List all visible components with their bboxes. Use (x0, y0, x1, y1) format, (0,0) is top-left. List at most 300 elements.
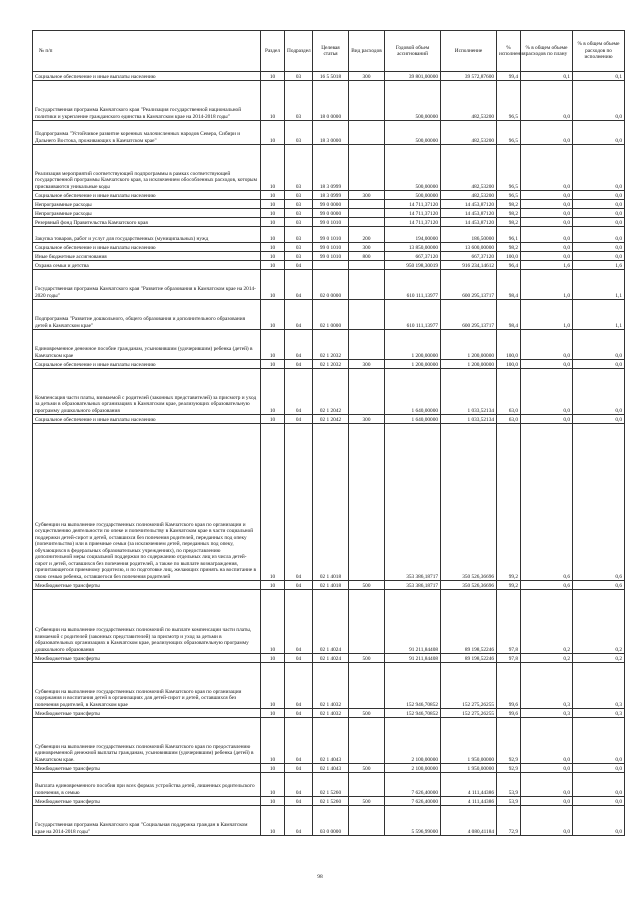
table-body (33, 72, 625, 836)
row-share-isp: 0,0 (573, 81, 625, 121)
row-podrazdel: 03 (285, 200, 313, 209)
row-plan: 5 596,99000 (385, 806, 441, 836)
row-csr: 99 0 1010 (313, 243, 349, 252)
row-csr: 02 0 0000 (313, 270, 349, 300)
row-podrazdel: 04 (285, 415, 313, 424)
row-pct: 100,0 (497, 252, 521, 261)
row-pct: 63,0 (497, 415, 521, 424)
row-plan: 500,00000 (385, 121, 441, 145)
row-razdel: 10 (261, 218, 285, 227)
row-share-isp: 0,2 (573, 654, 625, 663)
row-razdel: 10 (261, 243, 285, 252)
row-pct: 53,9 (497, 773, 521, 797)
table-row (33, 806, 625, 836)
row-ispoln: 13 600,00000 (441, 243, 497, 252)
row-csr: 18 3 0999 (313, 145, 349, 191)
row-csr: 02 1 2042 (313, 369, 349, 415)
row-share-isp: 0,1 (573, 72, 625, 81)
table-row (33, 590, 625, 654)
row-pct: 96,5 (497, 121, 521, 145)
row-share-isp: 0,3 (573, 663, 625, 709)
row-name: Межбюджетные трансферты (33, 797, 261, 806)
row-pct: 98,2 (497, 209, 521, 218)
row-ispoln: 4 111,44386 (441, 797, 497, 806)
row-podrazdel: 04 (285, 581, 313, 590)
table-row (33, 764, 625, 773)
row-vr (349, 300, 385, 330)
row-vr: 800 (349, 252, 385, 261)
row-plan: 39 801,00000 (385, 72, 441, 81)
row-plan: 500,00000 (385, 145, 441, 191)
row-share-plan: 1,6 (521, 261, 573, 270)
row-vr: 300 (349, 360, 385, 369)
row-csr: 18 3 0999 (313, 191, 349, 200)
row-csr: 02 1 4032 (313, 709, 349, 718)
table-row (33, 330, 625, 360)
row-podrazdel: 03 (285, 191, 313, 200)
row-pct: 98,2 (497, 218, 521, 227)
row-plan: 1 200,00000 (385, 330, 441, 360)
row-ispoln: 14 453,87120 (441, 200, 497, 209)
row-ispoln: 186,50000 (441, 227, 497, 243)
row-plan: 2 100,00000 (385, 718, 441, 764)
row-vr (349, 200, 385, 209)
row-share-plan: 0,0 (521, 806, 573, 836)
row-share-isp: 0,6 (573, 424, 625, 581)
row-podrazdel: 04 (285, 654, 313, 663)
row-share-isp: 0,0 (573, 243, 625, 252)
row-name: Социальное обеспечение и иные выплаты населению (33, 191, 261, 200)
row-pct: 72,9 (497, 806, 521, 836)
row-name: Реализация мероприятий соответствующей подпрограммы в рамках соответствующей государственной программы Камчатского края, за исключением обособленных расходов, которым присваиваются уникальные коды (33, 145, 261, 191)
row-razdel: 10 (261, 718, 285, 764)
header-csr: Целевая статья (313, 31, 349, 72)
row-vr: 300 (349, 415, 385, 424)
row-plan: 667,37120 (385, 252, 441, 261)
table-row (33, 200, 625, 209)
row-name: Государственная программа Камчатского края "Реализация государственной национальной политики и укрепление гражданского единства в Камчатском крае на 2014-2018 годы" (33, 81, 261, 121)
row-share-plan: 0,0 (521, 200, 573, 209)
row-share-plan: 0,0 (521, 252, 573, 261)
row-razdel: 10 (261, 145, 285, 191)
table-row (33, 252, 625, 261)
row-razdel: 10 (261, 806, 285, 836)
row-share-plan: 0,2 (521, 654, 573, 663)
row-ispoln: 482,53200 (441, 191, 497, 200)
row-razdel: 10 (261, 121, 285, 145)
row-podrazdel: 04 (285, 764, 313, 773)
row-name: Межбюджетные трансферты (33, 654, 261, 663)
row-pct: 92,9 (497, 764, 521, 773)
row-pct: 96,4 (497, 261, 521, 270)
row-name: Межбюджетные трансферты (33, 581, 261, 590)
table-row (33, 369, 625, 415)
row-vr: 500 (349, 764, 385, 773)
row-podrazdel: 04 (285, 261, 313, 270)
row-vr (349, 218, 385, 227)
row-share-plan: 0,0 (521, 415, 573, 424)
row-plan: 610 111,13977 (385, 270, 441, 300)
row-name: Субвенции на выполнение государственных полномочий Камчатского края по предоставлению единовременной денежной выплаты гражданам, усыновившим (удочерившим) ребенка (детей) в Камчатском крае. (33, 718, 261, 764)
row-ispoln: 1 200,00000 (441, 360, 497, 369)
row-pct: 100,0 (497, 330, 521, 360)
row-vr: 200 (349, 227, 385, 243)
row-csr: 18 3 0000 (313, 121, 349, 145)
row-name: Государственная программа Камчатского края "Развитие образования в Камчатском крае на 2014-2020 годы" (33, 270, 261, 300)
row-name: Непрограммные расходы (33, 200, 261, 209)
row-podrazdel: 04 (285, 709, 313, 718)
row-csr: 02 1 4032 (313, 663, 349, 709)
row-share-plan: 0,0 (521, 218, 573, 227)
row-pct: 96,5 (497, 81, 521, 121)
table-row (33, 145, 625, 191)
row-share-plan: 0,3 (521, 663, 573, 709)
row-razdel: 10 (261, 581, 285, 590)
row-plan: 14 711,37120 (385, 209, 441, 218)
row-share-isp: 0,0 (573, 252, 625, 261)
row-plan: 13 850,00000 (385, 243, 441, 252)
row-ispoln: 667,37120 (441, 252, 497, 261)
row-podrazdel: 04 (285, 369, 313, 415)
row-podrazdel: 03 (285, 209, 313, 218)
table-row (33, 121, 625, 145)
row-podrazdel: 04 (285, 360, 313, 369)
row-csr: 02 1 4043 (313, 764, 349, 773)
table-row (33, 709, 625, 718)
row-pct: 92,9 (497, 718, 521, 764)
row-share-plan: 0,0 (521, 797, 573, 806)
row-plan: 1 640,00000 (385, 415, 441, 424)
row-share-isp: 0,0 (573, 200, 625, 209)
row-plan: 1 200,00000 (385, 360, 441, 369)
row-ispoln: 1 033,52134 (441, 369, 497, 415)
row-razdel: 10 (261, 72, 285, 81)
row-razdel: 10 (261, 590, 285, 654)
row-vr (349, 590, 385, 654)
header-share-isp: % в общем объеме расходов по исполнению (573, 31, 625, 72)
row-razdel: 10 (261, 227, 285, 243)
row-plan: 91 211,84408 (385, 654, 441, 663)
row-ispoln: 152 275,26255 (441, 709, 497, 718)
table-row (33, 773, 625, 797)
row-csr: 02 1 4043 (313, 718, 349, 764)
row-share-plan: 0,1 (521, 72, 573, 81)
row-share-isp: 0,3 (573, 709, 625, 718)
row-plan: 353 386,18717 (385, 424, 441, 581)
row-ispoln: 152 275,26255 (441, 663, 497, 709)
row-razdel: 10 (261, 663, 285, 709)
row-podrazdel: 04 (285, 797, 313, 806)
row-name: Единовременное денежное пособие гражданам, усыновившим (удочерившим) ребенка (детей) в Камчатском крае (33, 330, 261, 360)
row-name: Резервный фонд Правительства Камчатского края (33, 218, 261, 227)
row-csr: 02 1 0000 (313, 300, 349, 330)
row-pct: 53,9 (497, 797, 521, 806)
row-razdel: 10 (261, 81, 285, 121)
row-vr (349, 261, 385, 270)
row-vr: 500 (349, 654, 385, 663)
row-razdel: 10 (261, 209, 285, 218)
row-share-isp: 0,0 (573, 121, 625, 145)
row-share-plan: 0,6 (521, 581, 573, 590)
table-row (33, 360, 625, 369)
row-share-isp: 0,0 (573, 773, 625, 797)
row-csr: 03 0 0000 (313, 806, 349, 836)
table-row (33, 654, 625, 663)
table-row (33, 209, 625, 218)
row-share-isp: 0,0 (573, 360, 625, 369)
row-ispoln: 350 526,36696 (441, 424, 497, 581)
table-row (33, 663, 625, 709)
table-row (33, 797, 625, 806)
budget-execution-table (32, 30, 625, 836)
row-name: Межбюджетные трансферты (33, 709, 261, 718)
row-pct: 99,2 (497, 424, 521, 581)
row-share-isp: 1,6 (573, 261, 625, 270)
row-plan: 2 100,00000 (385, 764, 441, 773)
row-csr: 18 0 0000 (313, 81, 349, 121)
row-ispoln: 4 080,41184 (441, 806, 497, 836)
row-vr (349, 121, 385, 145)
row-share-isp: 0,0 (573, 797, 625, 806)
row-plan: 500,00000 (385, 81, 441, 121)
header-razdel: Раздел (261, 31, 285, 72)
row-plan: 152 946,70852 (385, 663, 441, 709)
row-name: Социальное обеспечение и иные выплаты населению (33, 243, 261, 252)
row-ispoln: 1 950,00000 (441, 764, 497, 773)
row-podrazdel: 04 (285, 663, 313, 709)
row-podrazdel: 04 (285, 718, 313, 764)
row-share-plan: 0,0 (521, 191, 573, 200)
row-share-plan: 0,6 (521, 424, 573, 581)
row-csr: 02 1 4018 (313, 424, 349, 581)
row-razdel: 10 (261, 360, 285, 369)
row-csr: 99 0 1010 (313, 218, 349, 227)
row-plan: 500,00000 (385, 191, 441, 200)
row-podrazdel: 04 (285, 773, 313, 797)
row-name: Охрана семьи и детства (33, 261, 261, 270)
header-vr: Вид расходов (349, 31, 385, 72)
row-ispoln: 482,53200 (441, 81, 497, 121)
row-ispoln: 39 572,87600 (441, 72, 497, 81)
row-vr (349, 718, 385, 764)
table-header-row (33, 31, 625, 72)
row-pct: 96,5 (497, 191, 521, 200)
row-ispoln: 600 295,13717 (441, 300, 497, 330)
budget-table-sheet (32, 30, 624, 836)
row-ispoln: 89 198,52246 (441, 654, 497, 663)
row-share-isp: 0,0 (573, 191, 625, 200)
row-name: Подпрограмма "Устойчивое развитие коренных малочисленных народов Севера, Сибири и Дальнего Востока, проживающих в Камчатском крае" (33, 121, 261, 145)
row-pct: 98,2 (497, 200, 521, 209)
row-csr (313, 261, 349, 270)
row-csr: 02 1 2042 (313, 415, 349, 424)
row-name: Выплата единовременного пособия при всех формах устройства детей, лишенных родительского попечения, в семью (33, 773, 261, 797)
row-pct: 96,5 (497, 145, 521, 191)
row-podrazdel: 04 (285, 300, 313, 330)
row-pct: 99,6 (497, 663, 521, 709)
row-razdel: 10 (261, 300, 285, 330)
row-ispoln: 14 453,87120 (441, 209, 497, 218)
row-vr (349, 330, 385, 360)
header-share-plan: % в общем объеме расходов по плану (521, 31, 573, 72)
row-csr: 02 1 4024 (313, 590, 349, 654)
row-csr: 02 1 5260 (313, 797, 349, 806)
row-share-plan: 0,0 (521, 369, 573, 415)
row-share-isp: 0,0 (573, 218, 625, 227)
table-row (33, 227, 625, 243)
row-share-plan: 0,0 (521, 764, 573, 773)
row-share-plan: 0,0 (521, 360, 573, 369)
row-ispoln: 89 198,52246 (441, 590, 497, 654)
row-vr (349, 806, 385, 836)
table-row (33, 191, 625, 200)
row-name: Социальное обеспечение и иные выплаты населению (33, 72, 261, 81)
row-razdel: 10 (261, 654, 285, 663)
row-plan: 610 111,13977 (385, 300, 441, 330)
row-name: Социальное обеспечение и иные выплаты населению (33, 415, 261, 424)
row-plan: 950 198,30019 (385, 261, 441, 270)
row-ispoln: 4 111,44386 (441, 773, 497, 797)
table-row (33, 218, 625, 227)
row-csr: 99 0 0000 (313, 200, 349, 209)
table-row (33, 415, 625, 424)
row-razdel: 10 (261, 424, 285, 581)
row-razdel: 10 (261, 252, 285, 261)
row-name: Субвенции на выполнение государственных полномочий по выплате компенсации части платы, взимаемой с родителей (законных представителей) за присмотр и уход за детьми в образовательных организациях в Камчатском крае, реализующих образовательную программу дошкольного образования (33, 590, 261, 654)
row-ispoln: 14 453,87120 (441, 218, 497, 227)
header-podrazdel: Подраздел (285, 31, 313, 72)
row-vr (349, 209, 385, 218)
row-share-isp: 0,0 (573, 718, 625, 764)
row-share-plan: 0,0 (521, 227, 573, 243)
row-vr: 300 (349, 191, 385, 200)
table-row (33, 424, 625, 581)
row-pct: 98,2 (497, 243, 521, 252)
row-razdel: 10 (261, 797, 285, 806)
row-vr (349, 773, 385, 797)
row-razdel: 10 (261, 369, 285, 415)
row-share-isp: 0,0 (573, 806, 625, 836)
row-name: Субвенции на выполнение государственных полномочий Камчатского края по организации и осуществлению деятельности по опеке и попечительству в Камчатском крае в части социальной поддержки детей-сирот и детей, оставшихся без попечения родителей, переданных под опеку (попечительство) или в приемные семьи (за исключением детей, переданных под опеку, обучающихся в федеральных образовательных учреждениях), по предоставлению дополнительной меры социальной поддержки по содержанию отдельных лиц из числа детей-сирот и детей, оставшихся без попечения родителей, а также по выплате вознаграждения, причитающегося приемному родителю, и по подготовке лиц, желающих принять на воспитание в свою семью ребенка, оставшегося без попечения родителей (33, 424, 261, 581)
row-pct: 99,4 (497, 72, 521, 81)
row-plan: 14 711,37120 (385, 218, 441, 227)
row-podrazdel: 03 (285, 81, 313, 121)
row-razdel: 10 (261, 261, 285, 270)
row-name: Иные бюджетные ассигнования (33, 252, 261, 261)
row-share-plan: 0,3 (521, 709, 573, 718)
row-share-plan: 0,2 (521, 590, 573, 654)
row-share-plan: 0,0 (521, 243, 573, 252)
row-plan: 353 386,18717 (385, 581, 441, 590)
row-name: Межбюджетные трансферты (33, 764, 261, 773)
row-share-plan: 0,0 (521, 209, 573, 218)
row-share-isp: 1,1 (573, 270, 625, 300)
table-row (33, 81, 625, 121)
row-razdel: 10 (261, 270, 285, 300)
header-plan: Годовой объем ассигнований (385, 31, 441, 72)
row-name: Субвенции на выполнение государственных полномочий Камчатского края по организации содержания и воспитания детей в организациях для детей-сирот и детей, оставшихся без попечения родителей, в Камчатском крае (33, 663, 261, 709)
row-vr (349, 663, 385, 709)
row-vr: 500 (349, 797, 385, 806)
row-ispoln: 482,53200 (441, 121, 497, 145)
row-razdel: 10 (261, 415, 285, 424)
row-ispoln: 600 295,13717 (441, 270, 497, 300)
row-razdel: 10 (261, 191, 285, 200)
row-csr: 16 5 5018 (313, 72, 349, 81)
table-row (33, 718, 625, 764)
row-pct: 63,0 (497, 369, 521, 415)
row-podrazdel: 03 (285, 252, 313, 261)
row-razdel: 10 (261, 200, 285, 209)
row-ispoln: 1 950,00000 (441, 718, 497, 764)
row-ispoln: 1 200,00000 (441, 330, 497, 360)
row-csr: 99 0 0000 (313, 209, 349, 218)
row-pct: 98,4 (497, 300, 521, 330)
row-share-isp: 0,0 (573, 415, 625, 424)
row-name: Закупка товаров, работ и услуг для государственных (муниципальных) нужд (33, 227, 261, 243)
row-razdel: 10 (261, 709, 285, 718)
row-share-plan: 0,0 (521, 330, 573, 360)
table-row (33, 261, 625, 270)
row-csr: 02 1 2032 (313, 360, 349, 369)
row-vr (349, 270, 385, 300)
row-ispoln: 916 234,14612 (441, 261, 497, 270)
page-number: 98 (317, 874, 323, 880)
row-share-isp: 0,0 (573, 369, 625, 415)
row-vr: 300 (349, 72, 385, 81)
table-row (33, 300, 625, 330)
header-pct: % исполнения (497, 31, 521, 72)
row-pct: 97,8 (497, 590, 521, 654)
row-vr (349, 81, 385, 121)
row-pct: 99,6 (497, 709, 521, 718)
row-podrazdel: 03 (285, 218, 313, 227)
row-podrazdel: 03 (285, 243, 313, 252)
row-razdel: 10 (261, 773, 285, 797)
row-plan: 91 211,84408 (385, 590, 441, 654)
row-podrazdel: 04 (285, 330, 313, 360)
row-vr (349, 424, 385, 581)
row-csr: 02 1 2032 (313, 330, 349, 360)
row-vr: 300 (349, 243, 385, 252)
row-name: Компенсация части платы, взимаемой с родителей (законных представителей) за присмотр и уход за детьми в образовательных организациях в Камчатском крае, реализующих образовательную программу дошкольного образования (33, 369, 261, 415)
row-share-isp: 0,2 (573, 590, 625, 654)
row-name: Подпрограмма "Развитие дошкольного, общего образования и дополнительного образования детей в Камчатском крае" (33, 300, 261, 330)
header-name: № п/п (33, 31, 261, 72)
row-share-plan: 1,0 (521, 270, 573, 300)
row-share-plan: 0,0 (521, 145, 573, 191)
row-csr: 99 0 1010 (313, 252, 349, 261)
row-plan: 152 946,70852 (385, 709, 441, 718)
row-ispoln: 1 033,52134 (441, 415, 497, 424)
row-vr (349, 369, 385, 415)
row-pct: 96,1 (497, 227, 521, 243)
row-csr: 02 1 4024 (313, 654, 349, 663)
table-row (33, 270, 625, 300)
row-plan: 194,00000 (385, 227, 441, 243)
row-csr: 99 0 1010 (313, 227, 349, 243)
table-row (33, 581, 625, 590)
row-pct: 100,0 (497, 360, 521, 369)
row-share-plan: 0,0 (521, 773, 573, 797)
row-share-isp: 0,0 (573, 227, 625, 243)
row-share-plan: 0,0 (521, 81, 573, 121)
row-vr: 500 (349, 709, 385, 718)
row-vr (349, 145, 385, 191)
row-share-isp: 0,0 (573, 209, 625, 218)
row-share-plan: 1,0 (521, 300, 573, 330)
table-row (33, 72, 625, 81)
